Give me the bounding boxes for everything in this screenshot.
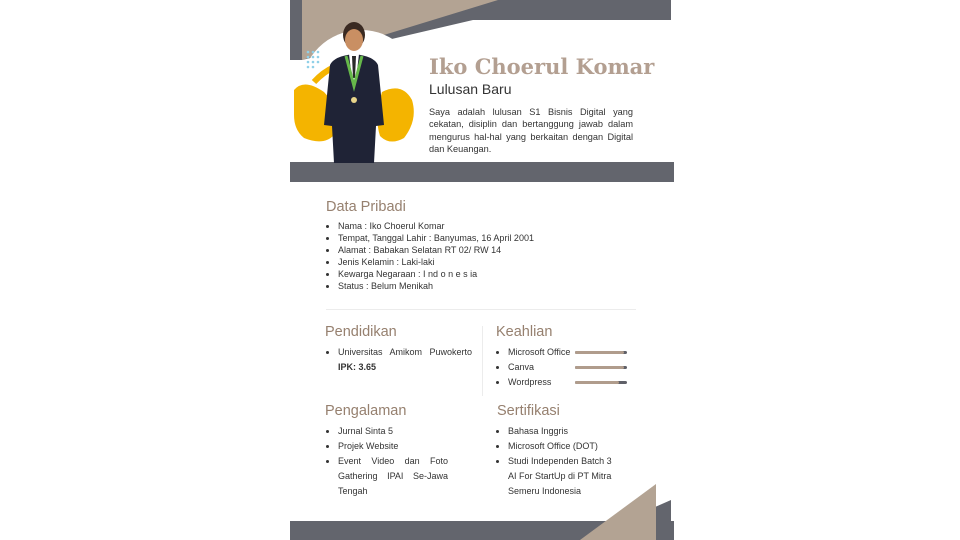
profile-photo [294, 20, 418, 163]
education-item [338, 345, 472, 375]
profile-role: Lulusan Baru [429, 81, 512, 97]
resume-page [290, 0, 674, 540]
personal-item-status: • Status : Belum Menikah [338, 280, 658, 292]
footer-decoration [290, 480, 674, 540]
personal-item-address: • Alamat : Babakan Selatan RT 02/ RW 14 [338, 244, 658, 256]
education-section-title: Pendidikan [325, 324, 397, 340]
skill-bar-fill [575, 351, 624, 354]
certification-item: • Microsoft Office (DOT) [508, 439, 618, 454]
photo-illustration [294, 20, 418, 163]
skill-bar-fill [575, 366, 624, 369]
profile-summary: Saya adalah lulusan S1 Bisnis Digital yang cekatan, disiplin dan bertanggung jawab dalam mengurus hal-hal yang berkaitan dengan Digital dan Keuangan. [429, 107, 633, 155]
personal-item-nationality: • Kewarga Negaraan : I nd o n e s ia [338, 268, 658, 280]
personal-item-name: • Nama : Iko Choerul Komar [338, 220, 658, 232]
education-gpa: IPK: 3.65 [338, 362, 377, 372]
experience-item: • Event Video dan Foto Gathering IPAI Se-Jawa Tengah [338, 454, 448, 499]
column-divider [482, 326, 483, 396]
experience-section-title: Pengalaman [325, 403, 407, 419]
skills-section-title: Keahlian [496, 324, 553, 340]
section-divider [326, 309, 636, 310]
header-bottom-band [290, 162, 674, 182]
experience-item: • Jurnal Sinta 5 [338, 424, 448, 439]
skill-bar-1 [575, 366, 627, 369]
skill-bar-0 [575, 351, 627, 354]
skill-label: Canva [508, 362, 535, 372]
skill-bar-2 [575, 381, 627, 384]
personal-item-birth: • Tempat, Tanggal Lahir : Banyumas, 16 April 2001 [338, 232, 658, 244]
education-school: Universitas Amikom Puwokerto [338, 347, 472, 357]
skill-label: Wordpress [508, 377, 552, 387]
personal-item-gender: • Jenis Kelamin : Laki-laki [338, 256, 658, 268]
experience-item: • Projek Website [338, 439, 448, 454]
personal-list [326, 220, 658, 292]
personal-section-title: Data Pribadi [326, 199, 406, 215]
profile-name: Iko Choerul Komar [429, 54, 655, 79]
skill-label: Microsoft Office [508, 347, 571, 357]
certification-section-title: Sertifikasi [497, 403, 560, 419]
skill-bar-fill [575, 381, 619, 384]
education-list [326, 345, 472, 375]
certification-item: • Bahasa Inggris [508, 424, 618, 439]
certification-item: • Studi Independen Batch 3 AI For StartUp di PT Mitra Semeru Indonesia [508, 454, 618, 499]
